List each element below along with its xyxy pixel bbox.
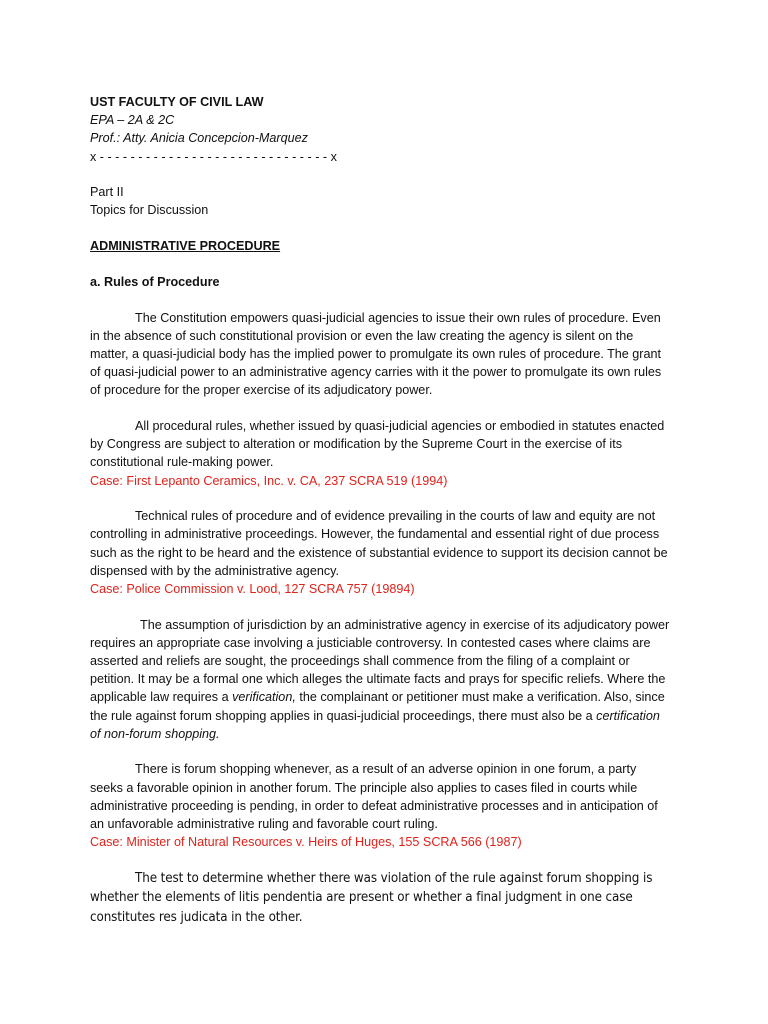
paragraph-3	[90, 507, 678, 580]
paragraph-line: of procedure for the proper exercise of its adjudicatory power.	[90, 383, 433, 398]
part-subtitle: Topics for Discussion	[90, 203, 209, 218]
paragraph-line	[90, 688, 678, 706]
paragraph-line: constitutes res judicata in the other.	[90, 909, 303, 925]
paragraph-line: such as the right to be heard and the existence of substantial evidence to support its decision cannot be	[90, 545, 668, 560]
paragraph-1	[90, 309, 678, 400]
document-page	[90, 93, 678, 927]
text-run: applicable law requires a	[90, 690, 233, 705]
case-citation-1: Case: First Lepanto Ceramics, Inc. v. CA, 237 SCRA 519 (1994)	[90, 473, 448, 488]
paragraph-5	[90, 760, 678, 833]
paragraph-line: by Congress are subject to alteration or modification by the Supreme Court in the exercise of its	[90, 437, 622, 452]
paragraph-line: constitutional rule-making power.	[90, 455, 274, 470]
paragraph-line: matter, a quasi-judicial body has the implied power to promulgate its own rules of procedure. The grant	[90, 346, 661, 361]
paragraph-line: controlling in administrative proceedings. However, the fundamental and essential right of due process	[90, 527, 660, 542]
text-run: the rule against forum shopping applies in quasi-judicial proceedings, there must also be a	[90, 708, 597, 723]
paragraph-line: The test to determine whether there was violation of the rule against forum shopping is	[135, 870, 653, 886]
verification-term: verification,	[232, 690, 296, 705]
paragraph-line: an unfavorable administrative ruling and favorable court ruling.	[90, 817, 438, 831]
paragraph-6	[90, 869, 678, 928]
certification-term: certification	[596, 708, 660, 723]
paragraph-line: The assumption of jurisdiction by an administrative agency in exercise of its adjudicatory power	[140, 617, 670, 632]
case-citation-2: Case: Police Commission v. Lood, 127 SCRA 757 (19894)	[90, 581, 415, 596]
paragraph-line: whether the elements of litis pendentia are present or whether a final judgment in one case	[90, 890, 633, 906]
professor-name: Prof.: Atty. Anicia Concepcion-Marquez	[90, 131, 308, 146]
paragraph-line: The Constitution empowers quasi-judicial agencies to issue their own rules of procedure. Even	[135, 310, 661, 325]
paragraph-line: petition. It may be a formal one which alleges the ultimate facts and prays for specific reliefs. Where the	[90, 672, 666, 687]
paragraph-line: There is forum shopping whenever, as a result of an adverse opinion in one forum, a party	[135, 762, 637, 777]
header-separator: x - - - - - - - - - - - - - - - - - - - - - - - - - - - - - - x	[90, 149, 337, 164]
paragraph-line: seeks a favorable opinion in another forum. The principle also applies to cases filed in courts while	[90, 780, 638, 795]
paragraph-2	[90, 417, 678, 472]
paragraph-line: All procedural rules, whether issued by quasi-judicial agencies or embodied in statutes enacted	[135, 418, 665, 433]
school-heading: UST FACULTY OF CIVIL LAW	[90, 95, 264, 109]
paragraph-line: in the absence of such constitutional provision or even the law creating the agency is silent on the	[90, 328, 634, 343]
course-code: EPA – 2A & 2C	[90, 113, 175, 128]
paragraph-line: administrative proceeding is pending, in order to defeat administrative processes and in anticipation of	[90, 798, 658, 813]
paragraph-line	[90, 707, 678, 725]
subsection-title: a. Rules of Procedure	[90, 274, 220, 289]
paragraph-line: of non-forum shopping.	[90, 726, 220, 741]
paragraph-4	[90, 616, 678, 743]
paragraph-line: of quasi-judicial power to an administrative agency carries with it the power to promulgate its own rules	[90, 365, 662, 380]
part-number: Part II	[90, 185, 124, 200]
case-citation-3: Case: Minister of Natural Resources v. Heirs of Huges, 155 SCRA 566 (1987)	[90, 835, 522, 850]
text-run: the complainant or petitioner must make a verification. Also, since	[295, 690, 665, 705]
paragraph-line: asserted and reliefs are sought, the proceedings shall commence from the filing of a complaint or	[90, 654, 630, 668]
section-title: ADMINISTRATIVE PROCEDURE	[90, 239, 281, 254]
paragraph-line: dispensed with by the administrative agency.	[90, 563, 339, 578]
paragraph-line: Technical rules of procedure and of evidence prevailing in the courts of law and equity are not	[135, 509, 656, 524]
paragraph-line: requires an appropriate case involving a justiciable controversy. In contested cases where claims are	[90, 635, 651, 650]
